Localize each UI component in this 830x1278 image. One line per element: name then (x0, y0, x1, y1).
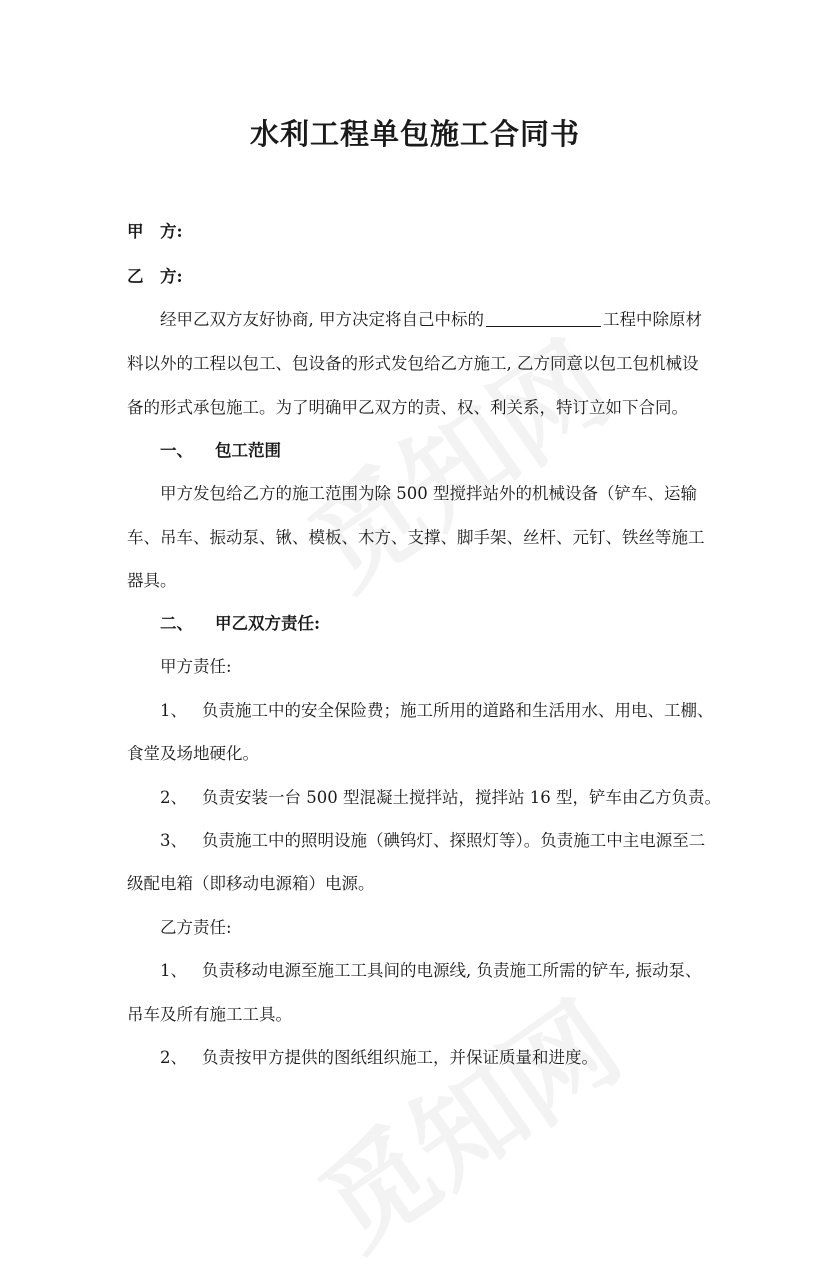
section-number: 二、 (160, 614, 193, 633)
b-item-1-line-2: 吊车及所有施工工具。 (127, 1005, 292, 1024)
intro-line-1 (160, 308, 750, 332)
item-number: 1、 (160, 701, 187, 720)
section-1-line-2: 车、吊车、振动泵、锹、模板、木方、支撑、脚手架、丝杆、元钉、铁丝等施工 (127, 528, 705, 547)
party-a-responsibilities-heading: 甲方责任: (160, 657, 232, 676)
item-text: 负责施工中的安全保险费；施工所用的道路和生活用水、用电、工棚、 (202, 701, 714, 720)
intro-line-3: 备的形式承包施工。为了明确甲乙双方的责、权、利关系，特订立如下合同。 (127, 398, 688, 417)
section-1-line-3: 器具。 (127, 571, 177, 590)
a-item-3-line-2: 级配电箱（即移动电源箱）电源。 (127, 874, 375, 893)
item-number: 2、 (160, 788, 187, 807)
b-item-1-line-1 (160, 959, 750, 983)
item-text: 负责按甲方提供的图纸组织施工，并保证质量和进度。 (202, 1048, 598, 1067)
a-item-1-line-1 (160, 699, 750, 723)
intro-line-2: 料以外的工程以包工、包设备的形式发包给乙方施工, 乙方同意以包工包机械设 (127, 354, 699, 373)
section-title: 包工范围 (215, 441, 281, 460)
project-name-blank (486, 308, 601, 327)
b-item-2-line-1 (160, 1046, 750, 1070)
a-item-1-line-2: 食堂及场地硬化。 (127, 744, 259, 763)
a-item-3-line-1 (160, 829, 750, 853)
party-b-label: 乙 方: (127, 267, 183, 286)
item-number: 1、 (160, 961, 187, 980)
item-text: 负责施工中的照明设施（碘钨灯、探照灯等）。负责施工中主电源至二 (202, 831, 706, 850)
party-b-responsibilities-heading: 乙方责任: (160, 918, 232, 937)
section-number: 一、 (160, 441, 193, 460)
item-text: 负责移动电源至施工工具间的电源线, 负责施工所需的铲车, 振动泵、 (202, 961, 702, 980)
section-2-heading (160, 612, 750, 636)
section-title: 甲乙双方责任: (215, 614, 321, 633)
a-item-2-line-1 (160, 786, 750, 810)
intro-text: 经甲乙双方友好协商, 甲方决定将自己中标的 (160, 310, 484, 329)
item-text: 负责安装一台 500 型混凝土搅拌站，搅拌站 16 型，铲车由乙方负责。 (202, 788, 721, 807)
item-number: 3、 (160, 831, 187, 850)
party-a-label: 甲 方: (127, 222, 183, 241)
document-title: 水利工程单包施工合同书 (249, 117, 580, 151)
intro-text: 工程中除原材 (603, 310, 702, 329)
section-1-heading (160, 439, 750, 463)
section-1-line-1: 甲方发包给乙方的施工范围为除 500 型搅拌站外的机械设备（铲车、运输 (160, 484, 697, 503)
item-number: 2、 (160, 1048, 187, 1067)
